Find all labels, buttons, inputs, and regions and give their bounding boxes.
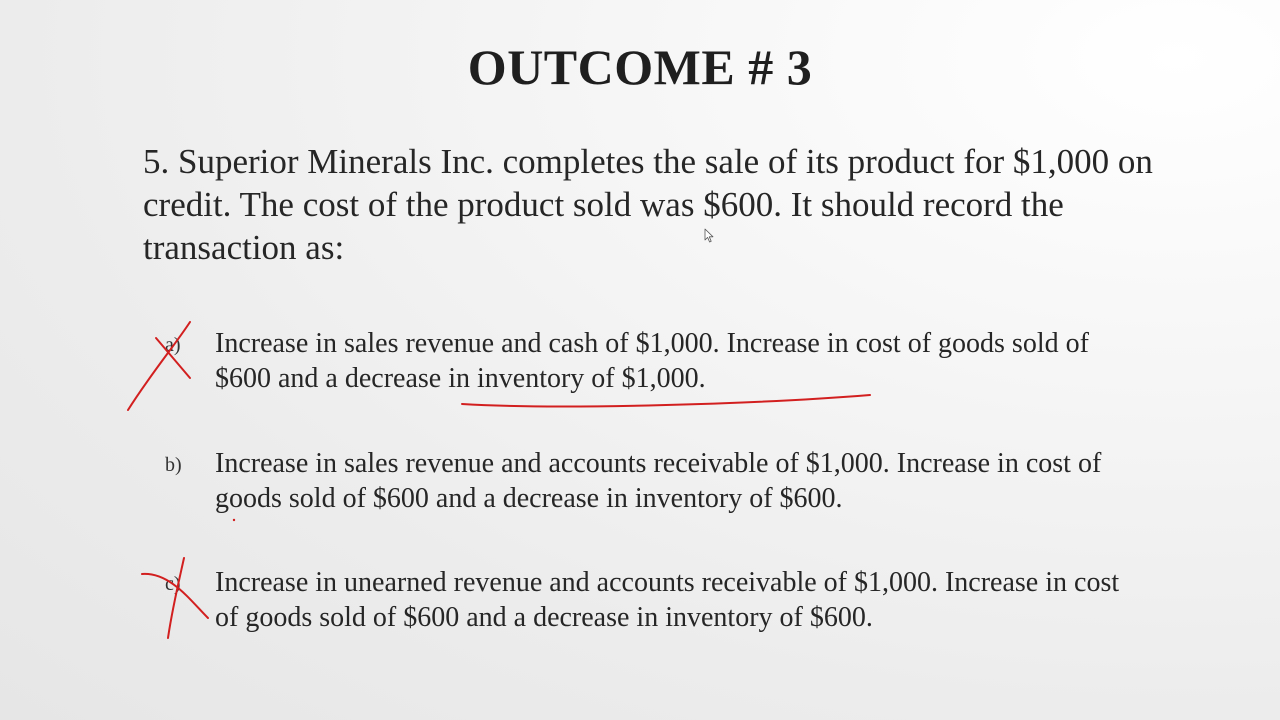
option-letter: b) xyxy=(165,454,182,476)
option-text: Increase in unearned revenue and accounts receivable of $1,000. Increase in cost of goods sold of $600 and a decrease in inventory of $600. xyxy=(215,567,1120,633)
underline-mark xyxy=(462,395,870,406)
slide-title: OUTCOME # 3 xyxy=(467,39,813,95)
option-text: Increase in sales revenue and cash of $1,000. Increase in cost of goods sold of $600 and a decrease in inventory of $1,000. xyxy=(215,328,1089,394)
option-text: Increase in sales revenue and accounts receivable of $1,000. Increase in cost of goods sold of $600 and a decrease in inventory of $600. xyxy=(215,448,1102,514)
answer-option-a xyxy=(165,326,1145,396)
option-letter: c) xyxy=(165,573,181,595)
mouse-cursor-icon xyxy=(704,228,714,243)
ink-dot xyxy=(233,519,235,521)
answer-option-c xyxy=(165,565,1145,635)
option-letter: a) xyxy=(165,334,181,356)
answer-option-b xyxy=(165,446,1145,516)
question-text: 5. Superior Minerals Inc. completes the sale of its product for $1,000 on credit. The cost of the product sold was $600. It should record the transaction as: xyxy=(143,142,1153,267)
